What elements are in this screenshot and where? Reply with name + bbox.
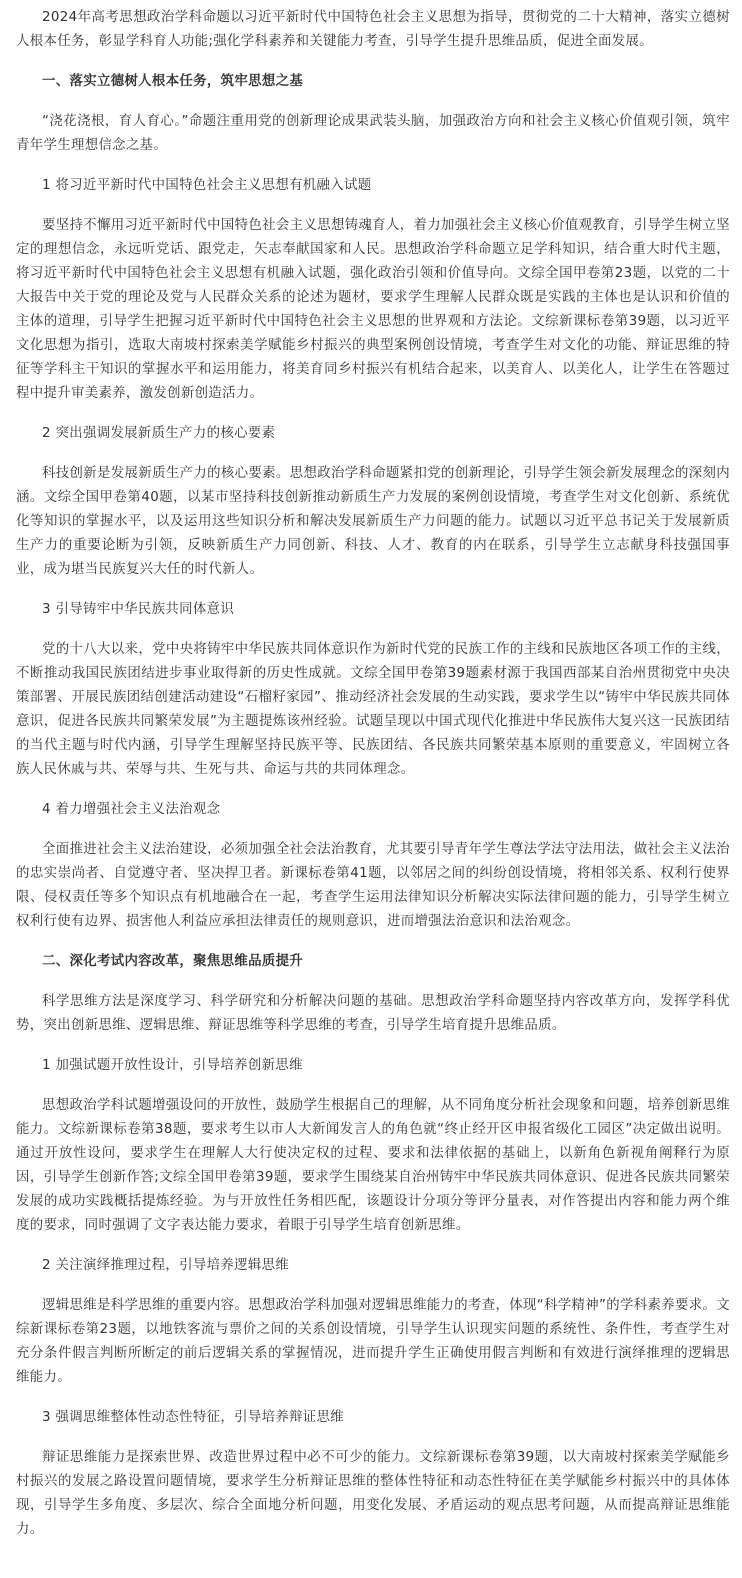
section-2-sub-2-body: 逻辑思维是科学思维的重要内容。思想政治学科加强对逻辑思维能力的考查，体现“科学精神”的学科素养要求。文综新课标卷第23题，以地铁客流与票价之间的关系创设情境，引导学生认识现实问题的系统性、条件性，考查学生对充分条件假言判断所断定的前后逻辑关系的掌握情况，进而提升学生正确使用假言判断和有效进行演绎推理的逻辑思维能力。 [16, 1298, 730, 1385]
section-2-heading: 二、深化考试内容改革，聚焦思维品质提升 [42, 954, 304, 969]
section-2-sub-3-title: 3 强调思维整体性动态性特征，引导培养辩证思维 [42, 1410, 345, 1425]
section-2-sub-2-title: 2 关注演绎推理过程，引导培养逻辑思维 [42, 1258, 290, 1273]
section-1-sub-3-body: 党的十八大以来，党中央将铸牢中华民族共同体意识作为新时代党的民族工作的主线和民族地区各项工作的主线，不断推动我国民族团结进步事业取得新的历史性成就。文综全国甲卷第39题素材源于我国西部某自治州贯彻党中央决策部署、开展民族团结创建活动建设“石榴籽家园”、推动经济社会发展的生动实践，要求学生以“铸牢中华民族共同体意识，促进各民族共同繁荣发展”为主题提炼该州经验。试题呈现以中国式现代化推进中华民族伟大复兴这一民族团结的当代主题与时代内涵，引导学生理解坚持民族平等、民族团结、各民族共同繁荣基本原则的重要意义，牢固树立各族人民休戚与共、荣辱与共、生死与共、命运与共的共同体理念。 [16, 642, 730, 777]
section-1-sub-2-body: 科技创新是发展新质生产力的核心要素。思想政治学科命题紧扣党的创新理论，引导学生领会新发展理念的深刻内涵。文综全国甲卷第40题，以某市坚持科技创新推动新质生产力发展的案例创设情境，考查学生对文化创新、系统优化等知识的掌握水平，以及运用这些知识分析和解决发展新质生产力问题的能力。试题以习近平总书记关于发展新质生产力的重要论断为引领，反映新质生产力同创新、科技、人才、教育的内在联系，引导学生立志献身科技强国事业，成为堪当民族复兴大任的时代新人。 [16, 466, 730, 577]
section-1-lead: “浇花浇根，育人育心。”命题注重用党的创新理论成果武装头脑，加强政治方向和社会主义核心价值观引领，筑牢青年学生理想信念之基。 [16, 114, 730, 153]
section-2-sub-1-title: 1 加强试题开放性设计，引导培养创新思维 [42, 1058, 303, 1073]
section-1-sub-1-body: 要坚持不懈用习近平新时代中国特色社会主义思想铸魂育人，着力加强社会主义核心价值观教育，引导学生树立坚定的理想信念，永远听党话、跟党走，矢志奉献国家和人民。思想政治学科命题立足学科知识，结合重大时代主题，将习近平新时代中国特色社会主义思想有机融入试题，强化政治引领和价值导向。文综全国甲卷第23题，以党的二十大报告中关于党的理论及党与人民群众关系的论述为题材，要求学生理解人民群众既是实践的主体也是认识和价值的主体的道理，引导学生把握习近平新时代中国特色社会主义思想的世界观和方法论。文综新课标卷第39题，以习近平文化思想为指引，选取大南坡村探索美学赋能乡村振兴的典型案例创设情境，考查学生对文化的功能、辩证思维的特征等学科主干知识的掌握水平和运用能力，将美育同乡村振兴有机结合起来，以美育人、以美化人，让学生在答题过程中提升审美素养，激发创新创造活力。 [16, 218, 730, 401]
section-2-sub-3-body: 辩证思维能力是探索世界、改造世界过程中必不可少的能力。文综新课标卷第39题，以大南坡村探索美学赋能乡村振兴的发展之路设置问题情境，要求学生分析辩证思维的整体性特征和动态性特征在美学赋能乡村振兴中的具体体现，引导学生多角度、多层次、综合全面地分析问题，用变化发展、矛盾运动的观点思考问题，从而提高辩证思维能力。 [16, 1450, 730, 1537]
section-2-lead: 科学思维方法是深度学习、科学研究和分析解决问题的基础。思想政治学科命题坚持内容改革方向，发挥学科优势，突出创新思维、逻辑思维、辩证思维等科学思维的考查，引导学生培育提升思维品质。 [16, 994, 730, 1033]
section-1-heading: 一、落实立德树人根本任务，筑牢思想之基 [42, 74, 304, 89]
section-1-sub-4-title: 4 着力增强社会主义法治观念 [42, 802, 221, 817]
section-1-sub-2-title: 2 突出强调发展新质生产力的核心要素 [42, 426, 276, 441]
section-1-sub-1-title: 1 将习近平新时代中国特色社会主义思想有机融入试题 [42, 178, 372, 193]
intro-paragraph: 2024年高考思想政治学科命题以习近平新时代中国特色社会主义思想为指导，贯彻党的二十大精神，落实立德树人根本任务，彰显学科育人功能;强化学科素养和关键能力考查，引导学生提升思维品质，促进全面发展。 [16, 10, 730, 49]
section-1-sub-3-title: 3 引导铸牢中华民族共同体意识 [42, 602, 235, 617]
section-1-sub-4-body: 全面推进社会主义法治建设，必须加强全社会法治教育，尤其要引导青年学生尊法学法守法用法，做社会主义法治的忠实崇尚者、自觉遵守者、坚决捍卫者。新课标卷第41题，以邻居之间的纠纷创设情境，将相邻关系、权利行使界限、侵权责任等多个知识点有机地融合在一起，考查学生运用法律知识分析解决实际法律问题的能力，引导学生树立权利行使有边界、损害他人利益应承担法律责任的规则意识，进而增强法治意识和法治观念。 [16, 842, 730, 929]
section-2-sub-1-body: 思想政治学科试题增强设问的开放性，鼓励学生根据自己的理解，从不同角度分析社会现象和问题，培养创新思维能力。文综新课标卷第38题，要求考生以市人大新闻发言人的角色就“终止经开区申报省级化工园区”决定做出说明。通过开放性设问，要求学生在理解人大行使决定权的过程、要求和法律依据的基础上，以新角色新视角阐释行为原因，引导学生创新作答;文综全国甲卷第39题，要求学生围绕某自治州铸牢中华民族共同体意识、促进各民族共同繁荣发展的成功实践概括提炼经验。为与开放性任务相匹配，该题设计分项分等评分量表，对作答提出内容和能力两个维度的要求，同时强调了文字表达能力要求，着眼于引导学生培育创新思维。 [16, 1098, 730, 1233]
